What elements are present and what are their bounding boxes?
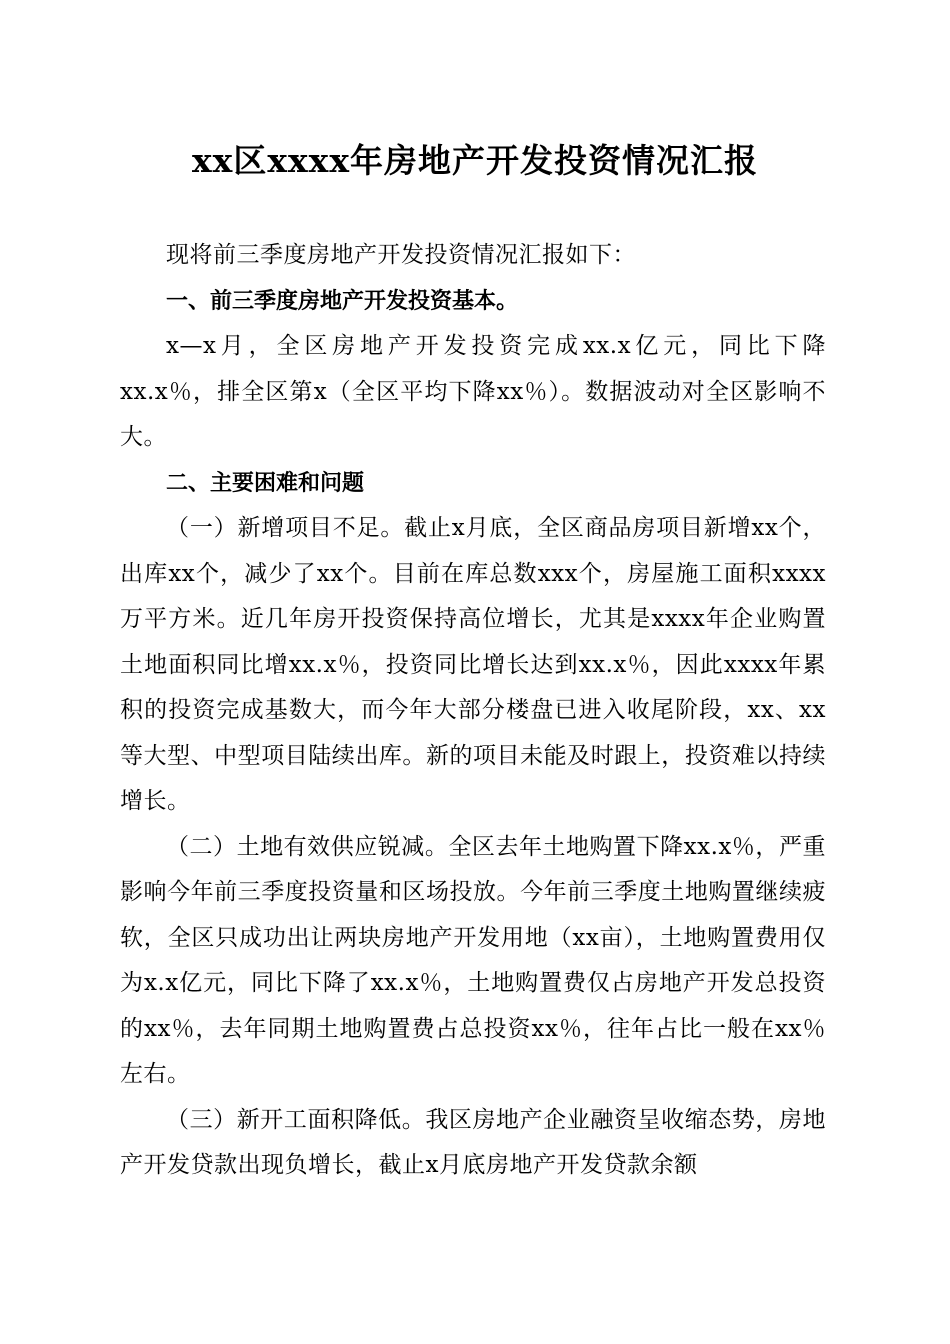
document-title: xx区xxxx年房地产开发投资情况汇报 bbox=[191, 141, 759, 180]
document-body bbox=[120, 233, 826, 1189]
section-heading-2: 二、主要困难和问题 bbox=[166, 470, 365, 496]
section-heading-1: 一、前三季度房地产开发投资基本。 bbox=[166, 288, 519, 314]
problem-paragraph-2: （二）土地有效供应锐减。全区去年土地购置下降xx.x％，严重影响今年前三季度投资量和区场投放。今年前三季度土地购置继续疲软，全区只成功出让两块房地产开发用地（xx亩），土地购置费用仅为x.x亿元，同比下降了xx.x％，土地购置费仅占房地产开发总投资的xx％，去年同期土地购置费占总投资xx％，往年占比一般在xx％左右。 bbox=[120, 833, 826, 1087]
intro-paragraph: 现将前三季度房地产开发投资情况汇报如下： bbox=[166, 242, 636, 268]
problem-paragraph-3: （三）新开工面积降低。我区房地产企业融资呈收缩态势，房地产开发贷款出现负增长，截止x月底房地产开发贷款余额 bbox=[120, 1106, 826, 1178]
problem-paragraph-1: （一）新增项目不足。截止x月底，全区商品房项目新增xx个，出库xx个，减少了xx个。目前在库总数xxx个，房屋施工面积xxxx万平方米。近几年房开投资保持高位增长，尤其是xxxx年企业购置土地面积同比增xx.x％，投资同比增长达到xx.x％，因此xxxx年累积的投资完成基数大，而今年大部分楼盘已进入收尾阶段，xx、xx等大型、中型项目陆续出库。新的项目未能及时跟上，投资难以持续增长。 bbox=[120, 515, 826, 814]
overview-paragraph: x—x月，全区房地产开发投资完成xx.x亿元，同比下降xx.x％，排全区第x（全区平均下降xx％）。数据波动对全区影响不大。 bbox=[120, 333, 826, 450]
